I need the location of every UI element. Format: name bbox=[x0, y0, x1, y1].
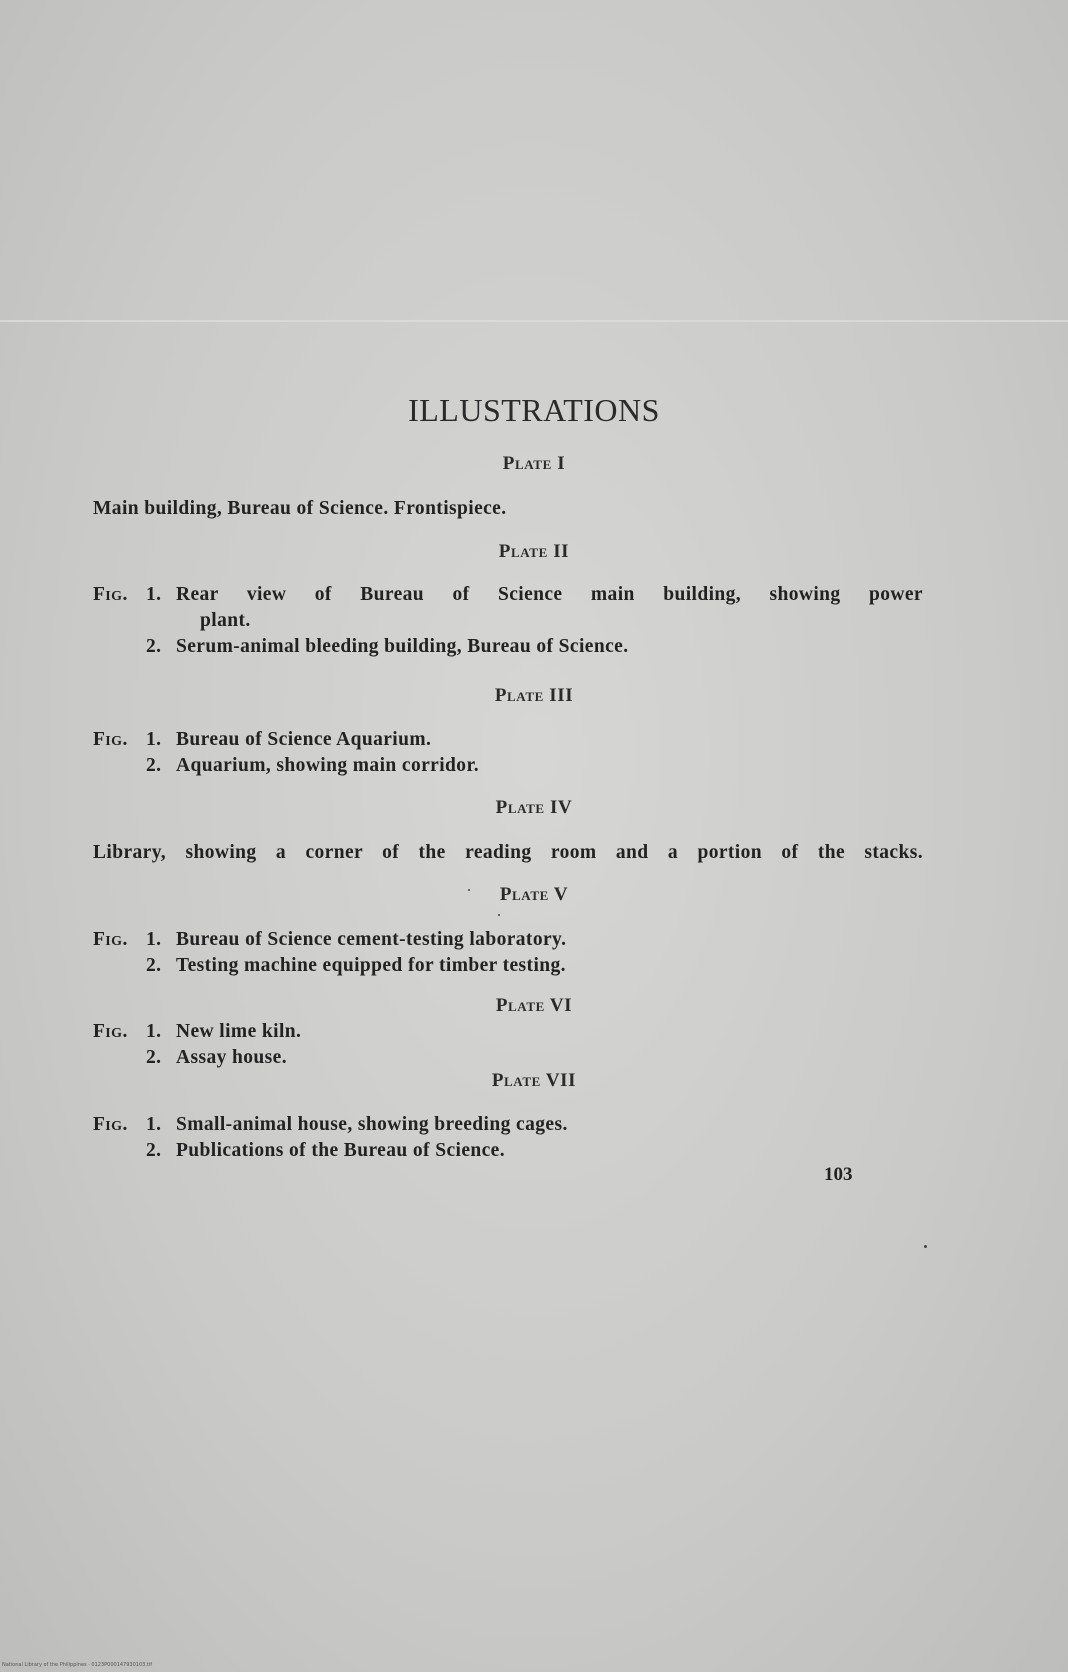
plate-1-heading: Plate I bbox=[502, 453, 566, 474]
dust-speck bbox=[468, 889, 470, 891]
plate-3-fig-2-caption: Aquarium, showing main corridor. bbox=[176, 755, 479, 776]
fig-label: Fig. bbox=[93, 929, 128, 950]
plate-1-caption: Main building, Bureau of Science. Frontispiece. bbox=[93, 498, 507, 519]
page-fold-line bbox=[0, 320, 1068, 322]
fig-label: Fig. bbox=[93, 729, 128, 750]
fig-number: 1. bbox=[146, 1114, 162, 1135]
fig-label: Fig. bbox=[93, 1114, 128, 1135]
plate-5-heading: Plate V bbox=[499, 884, 569, 905]
plate-3-fig-1-caption: Bureau of Science Aquarium. bbox=[176, 729, 432, 750]
plate-6-fig-1-caption: New lime kiln. bbox=[176, 1021, 302, 1042]
fig-number: 1. bbox=[146, 1021, 162, 1042]
plate-3-heading: Plate III bbox=[494, 685, 574, 706]
plate-4-caption: Library, showing a corner of the reading room and a portion of the stacks. bbox=[93, 842, 923, 863]
plate-7-fig-1-caption: Small-animal house, showing breeding cages. bbox=[176, 1114, 568, 1135]
fig-label: Fig. bbox=[93, 1021, 128, 1042]
plate-2-fig-1-caption-cont: plant. bbox=[200, 610, 251, 631]
plate-5-fig-1-caption: Bureau of Science cement-testing laboratory. bbox=[176, 929, 567, 950]
fig-number: 2. bbox=[146, 1140, 162, 1161]
fig-number: 1. bbox=[146, 584, 162, 605]
fig-label: Fig. bbox=[93, 584, 128, 605]
dust-speck bbox=[498, 914, 500, 916]
plate-7-fig-2-caption: Publications of the Bureau of Science. bbox=[176, 1140, 505, 1161]
fig-number: 2. bbox=[146, 955, 162, 976]
plate-6-heading: Plate VI bbox=[495, 995, 573, 1016]
fig-number: 1. bbox=[146, 729, 162, 750]
plate-4-heading: Plate IV bbox=[495, 797, 573, 818]
fig-number: 1. bbox=[146, 929, 162, 950]
plate-2-fig-2-caption: Serum-animal bleeding building, Bureau of Science. bbox=[176, 636, 629, 657]
fig-number: 2. bbox=[146, 636, 162, 657]
plate-6-fig-2-caption: Assay house. bbox=[176, 1047, 287, 1068]
plate-2-fig-1-caption: Rear view of Bureau of Science main building, showing power bbox=[176, 584, 923, 605]
page-number: 103 bbox=[824, 1164, 853, 1185]
plate-5-fig-2-caption: Testing machine equipped for timber testing. bbox=[176, 955, 566, 976]
plate-7-heading: Plate VII bbox=[491, 1070, 577, 1091]
page-title: ILLUSTRATIONS bbox=[408, 392, 660, 428]
plate-2-heading: Plate II bbox=[498, 541, 570, 562]
fig-number: 2. bbox=[146, 755, 162, 776]
fig-number: 2. bbox=[146, 1047, 162, 1068]
scan-footer: National Library of the Philippines · 0123P000147930103.tif bbox=[2, 1662, 153, 1668]
dust-speck bbox=[924, 1245, 927, 1248]
